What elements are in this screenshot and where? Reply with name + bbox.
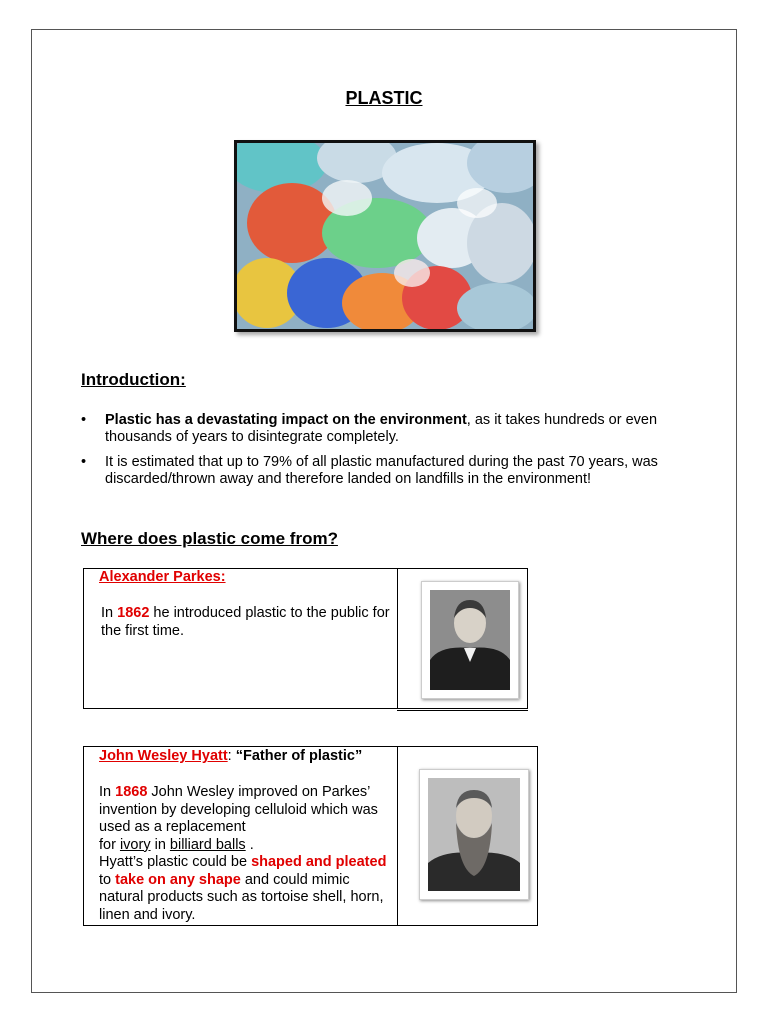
plastic-photo [234,140,536,332]
portrait-image [428,778,520,891]
introduction-list [81,412,721,496]
bullet-text: It is estimated that up to 79% of all plastic manufactured during the past 70 years, was discarded/thrown away and therefore landed on landfills in the environment! [105,454,658,487]
plastic-containers-image [237,143,533,329]
list-item [81,412,721,446]
list-item [81,454,721,488]
portrait-image [430,590,510,690]
hyatt-portrait [419,769,529,900]
hyatt-description: In 1868 John Wesley improved on Parkes’ invention by developing celluloid which was used as a replacement for ivory in billiard balls . Hyatt’s plastic could be shaped and pleated to take on any shape and could mimic natural products such as tortoise shell, horn, linen and ivory. [99,784,387,923]
hyatt-header: John Wesley Hyatt: “Father of plastic” [99,748,363,764]
bullet-bold-text: Plastic has a devastating impact on the environment [105,412,467,428]
bullet-icon: • [81,412,87,428]
origin-heading: Where does plastic come from? [81,529,338,548]
page-title: PLASTIC [345,88,423,108]
parkes-portrait [421,581,519,699]
bullet-icon: • [81,454,87,470]
bullet-text: , as it takes hundreds or even thousands of years to disintegrate completely. [105,412,658,445]
introduction-heading: Introduction: [81,370,186,389]
parkes-description: In 1862 he introduced plastic to the public for the first time. [101,605,390,639]
parkes-name: Alexander Parkes: [99,569,226,585]
divider [397,710,528,711]
